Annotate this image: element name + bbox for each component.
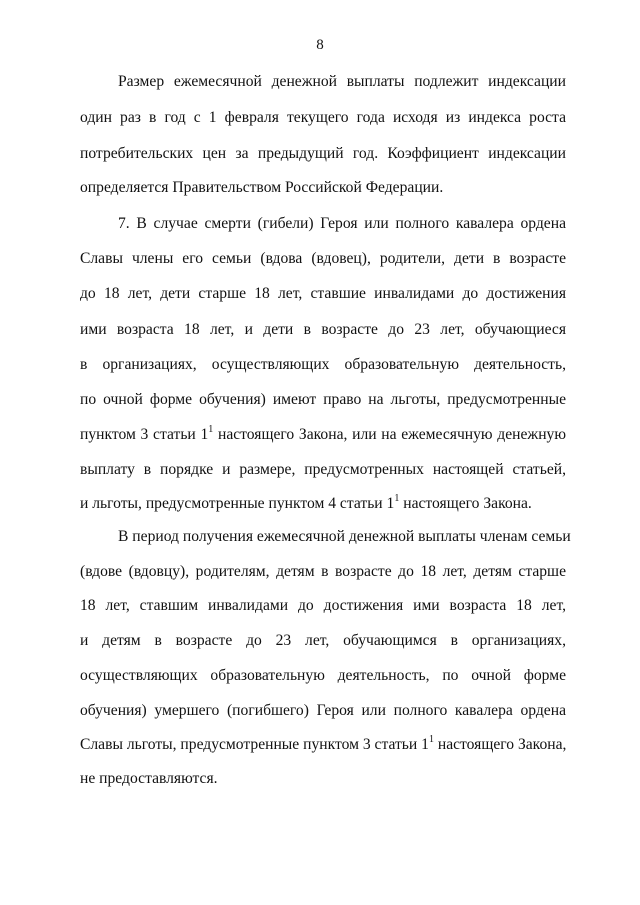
- paragraph-3-line-6: обучения) умершего (погибшего) Героя или полного кавалера ордена: [80, 702, 566, 719]
- page-number: 8: [316, 37, 324, 53]
- paragraph-3-line-4: и детям в возрасте до 23 лет, обучающимся в организациях,: [80, 632, 566, 649]
- superscript-1: 1: [428, 733, 434, 745]
- paragraph-3-line-3: 18 лет, ставшим инвалидами до достижения ими возраста 18 лет,: [80, 597, 566, 614]
- paragraph-1-line-3: потребительских цен за предыдущий год. Коэффициент индексации: [80, 145, 566, 162]
- line-text-start: пунктом 3 статьи 1: [80, 426, 209, 443]
- superscript-1: 1: [394, 492, 400, 504]
- line-text-end: настоящего Закона.: [399, 495, 532, 512]
- paragraph-1-line-4: определяется Правительством Российской Федерации.: [80, 179, 444, 196]
- paragraph-3-line-8: не предоставляются.: [80, 770, 218, 787]
- paragraph-2-line-3: до 18 лет, дети старше 18 лет, ставшие инвалидами до достижения: [80, 285, 566, 302]
- paragraph-2-line-6: по очной форме обучения) имеют право на льготы, предусмотренные: [80, 391, 566, 408]
- paragraph-1-line-1: Размер ежемесячной денежной выплаты подлежит индексации: [118, 73, 566, 90]
- paragraph-2-line-5: в организациях, осуществляющих образовательную деятельность,: [80, 356, 566, 373]
- paragraph-1-line-2: один раз в год с 1 февраля текущего года исходя из индекса роста: [80, 109, 566, 126]
- paragraph-3-line-7: [80, 735, 566, 755]
- line-text-end: настоящего Закона, или на ежемесячную денежную: [213, 426, 566, 443]
- paragraph-2-line-7: [80, 425, 566, 445]
- paragraph-3-line-1: В период получения ежемесячной денежной выплаты членам семьи: [118, 528, 571, 545]
- paragraph-2-line-2: Славы члены его семьи (вдова (вдовец), родители, дети в возрасте: [80, 250, 566, 267]
- paragraph-3-line-2: (вдове (вдовцу), родителям, детям в возрасте до 18 лет, детям старше: [80, 563, 566, 580]
- paragraph-2-line-4: ими возраста 18 лет, и дети в возрасте до 23 лет, обучающиеся: [80, 321, 566, 338]
- line-text-start: и льготы, предусмотренные пунктом 4 статьи 1: [80, 495, 395, 512]
- line-text-end: настоящего Закона,: [433, 736, 567, 753]
- superscript-1: 1: [208, 423, 214, 435]
- paragraph-2-line-9: [80, 494, 566, 514]
- paragraph-2-line-8: выплату в порядке и размере, предусмотренных настоящей статьей,: [80, 461, 566, 478]
- line-text-start: Славы льготы, предусмотренные пунктом 3 статьи 1: [80, 736, 429, 753]
- paragraph-3-line-5: осуществляющих образовательную деятельность, по очной форме: [80, 667, 566, 684]
- paragraph-2-line-1: 7. В случае смерти (гибели) Героя или полного кавалера ордена: [118, 215, 566, 232]
